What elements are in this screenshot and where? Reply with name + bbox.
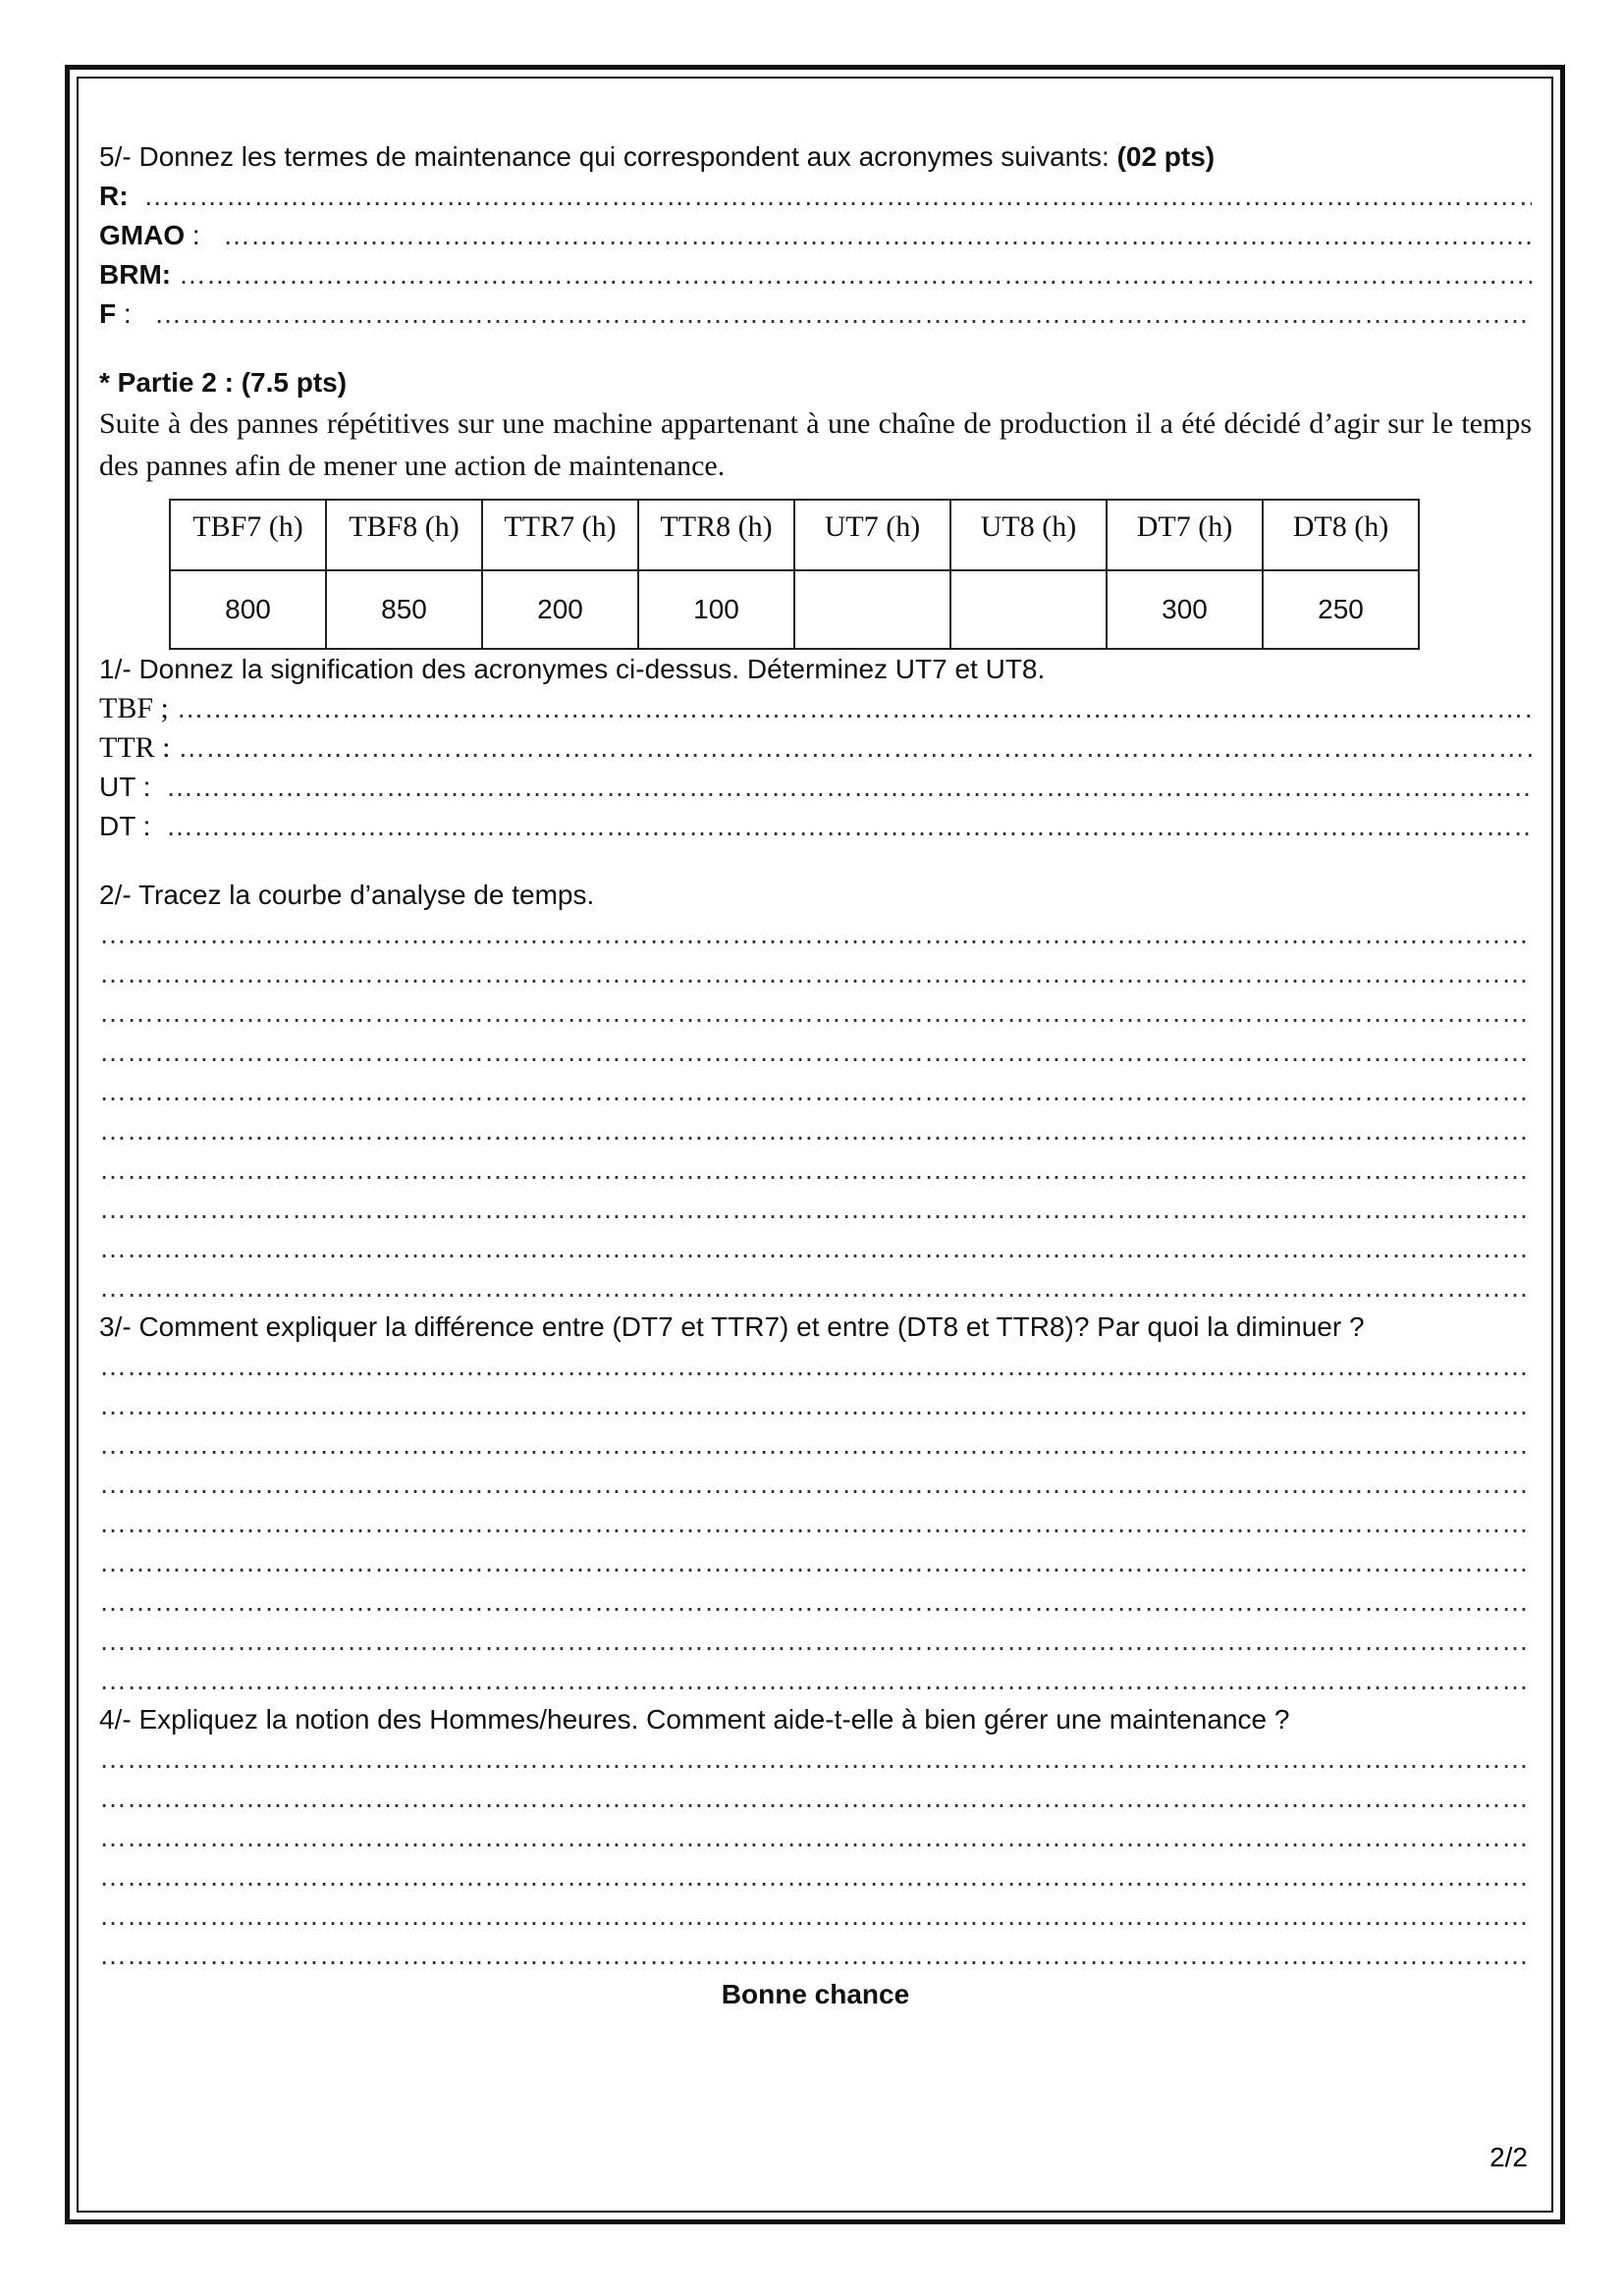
table-header-row [170,500,1419,570]
q2-text: 2/- Tracez la courbe d’analyse de temps. [99,880,595,910]
answer-line[interactable] [99,1190,1532,1229]
answer-line-dt[interactable] [99,807,1532,846]
dotted-line [99,1508,1532,1538]
answer-line[interactable] [99,1386,1532,1425]
answer-line-tbf[interactable] [99,689,1532,728]
dotted-line [99,1586,1532,1617]
answer-line[interactable] [99,1465,1532,1504]
dotted-line [99,1037,1532,1067]
answer-line[interactable] [99,915,1532,954]
answer-line[interactable] [99,1582,1532,1622]
dotted-line [166,772,1532,802]
q3-text: 3/- Comment expliquer la différence entre (DT7 et TTR7) et entre (DT8 et TTR8)? Par quoi la diminuer ? [99,1311,1365,1342]
table-values-row [170,570,1419,649]
q5-heading [99,137,1532,177]
table-value-cell: 800 [170,570,326,649]
page-number: 2/2 [1489,2142,1528,2172]
acronym-suffix-gmao: : [185,220,200,250]
dotted-line [99,919,1532,949]
dotted-line [99,997,1532,1028]
answer-line[interactable] [99,1111,1532,1150]
answer-line[interactable] [99,954,1532,993]
exam-content [99,137,1532,2014]
table-header-cell: DT8 (h) [1263,500,1419,570]
answer-line[interactable] [99,1504,1532,1543]
part2-title: * Partie 2 : (7.5 pts) [99,367,348,398]
table-value-cell: 250 [1263,570,1419,649]
answer-line[interactable] [99,1936,1532,1975]
table-header-cell: UT7 (h) [794,500,950,570]
dotted-line [99,1547,1532,1577]
q5-points: (02 pts) [1116,141,1216,172]
table-header-cell: TBF8 (h) [326,500,482,570]
dotted-line [99,1626,1532,1656]
dotted-line [179,259,1532,290]
answer-line[interactable] [99,1857,1532,1896]
answer-line[interactable] [99,1739,1532,1779]
table-value-cell: 200 [482,570,638,649]
answer-line[interactable] [99,1268,1532,1308]
acronym-label-r: R: [99,181,129,211]
answer-line-r[interactable] [99,177,1532,216]
q5-number: 5/- [99,141,132,172]
dotted-line [166,811,1532,841]
answer-line[interactable] [99,1072,1532,1111]
table-header-cell: TTR7 (h) [482,500,638,570]
table-header-cell: UT8 (h) [950,500,1107,570]
closing-text: Bonne chance [721,1979,910,2009]
answer-line[interactable] [99,1779,1532,1818]
table-value-cell-ut8[interactable] [950,570,1107,649]
dotted-line [99,1665,1532,1695]
answer-line[interactable] [99,1229,1532,1268]
dotted-line [99,1351,1532,1381]
answer-line[interactable] [99,1661,1532,1700]
answer-line[interactable] [99,1150,1532,1190]
answer-line[interactable] [99,1543,1532,1582]
answer-line[interactable] [99,993,1532,1033]
table-header-cell: TTR8 (h) [638,500,794,570]
dotted-line [99,1076,1532,1106]
acronym-label-ttr: TTR : [99,731,171,764]
table-value-cell-ut7[interactable] [794,570,950,649]
dotted-line [99,1194,1532,1224]
acronym-label-gmao: GMAO [99,220,186,250]
q4-text: 4/- Expliquez la notion des Hommes/heures. Comment aide-t-elle à bien gérer une maintenance ? [99,1704,1290,1735]
dotted-line [99,1783,1532,1813]
dotted-line [99,1861,1532,1892]
dotted-line [223,220,1532,250]
answer-line-brm[interactable] [99,255,1532,294]
maintenance-times-table [169,499,1420,650]
acronym-label-f: F [99,298,117,329]
answer-line-f[interactable] [99,294,1532,334]
answer-line-gmao[interactable] [99,216,1532,255]
acronym-label-brm: BRM: [99,259,172,290]
table-header-cell: DT7 (h) [1107,500,1263,570]
dotted-line [177,693,1532,723]
answer-line[interactable] [99,1896,1532,1936]
answer-line-ttr[interactable] [99,728,1532,768]
dotted-line [99,1233,1532,1263]
dotted-line [99,1468,1532,1499]
answer-line-ut[interactable] [99,768,1532,807]
answer-line[interactable] [99,1033,1532,1072]
dotted-line [99,1115,1532,1146]
table-value-cell: 100 [638,570,794,649]
q5-text: Donnez les termes de maintenance qui correspondent aux acronymes suivants: [138,141,1110,172]
part2-intro: Suite à des pannes répétitives sur une machine appartenant à une chaîne de production il a été décidé d’agir sur le temps des pannes afin de mener une action de maintenance. [99,407,1532,482]
answer-line[interactable] [99,1622,1532,1661]
dotted-line [178,732,1532,763]
dotted-line [99,1900,1532,1931]
answer-line[interactable] [99,1347,1532,1386]
dotted-line [99,1154,1532,1185]
dotted-line [99,958,1532,988]
answer-line[interactable] [99,1818,1532,1857]
table-value-cell: 300 [1107,570,1263,649]
table-header-cell: TBF7 (h) [170,500,326,570]
acronym-label-dt: DT : [99,811,151,841]
dotted-line [99,1743,1532,1774]
table-value-cell: 850 [326,570,482,649]
answer-line[interactable] [99,1425,1532,1465]
dotted-line [99,1429,1532,1460]
acronym-label-tbf: TBF ; [99,692,169,724]
dotted-line [99,1940,1532,1970]
dotted-line [99,1390,1532,1420]
dotted-line [143,181,1532,211]
acronym-suffix-f: : [116,298,132,329]
dotted-line [154,298,1532,329]
q1-text: 1/- Donnez la signification des acronymes ci-dessus. Déterminez UT7 et UT8. [99,654,1046,684]
acronym-label-ut: UT : [99,772,151,802]
dotted-line [99,1272,1532,1303]
dotted-line [99,1822,1532,1852]
